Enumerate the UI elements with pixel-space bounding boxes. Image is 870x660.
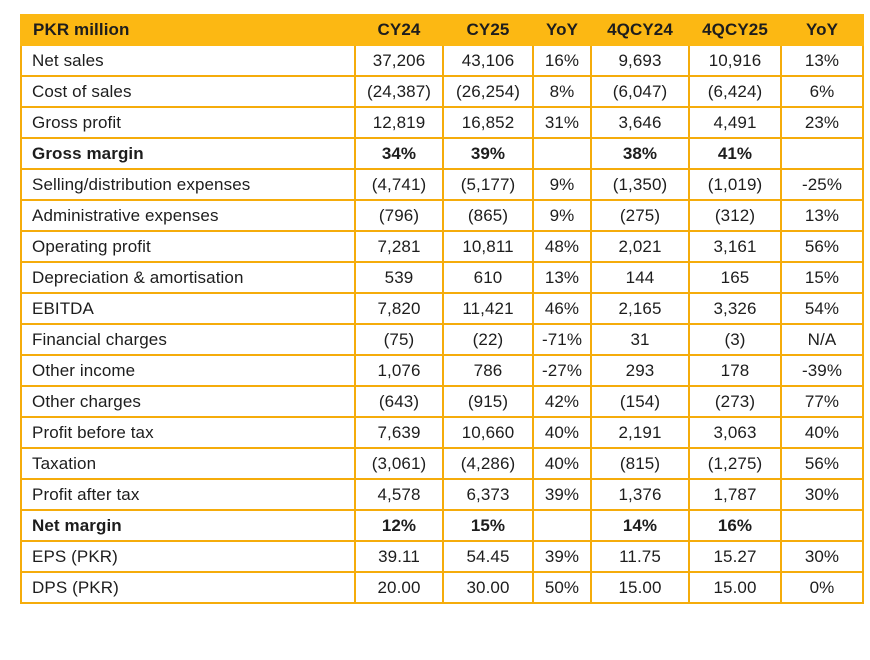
value-cell: 20.00 (355, 572, 443, 603)
value-cell: 6% (781, 76, 863, 107)
value-cell: 30% (781, 541, 863, 572)
header-cell-cy24: CY24 (355, 15, 443, 45)
value-cell: (3) (689, 324, 781, 355)
value-cell: 34% (355, 138, 443, 169)
value-cell: 31 (591, 324, 689, 355)
row-label-cell: Administrative expenses (21, 200, 355, 231)
header-cell-4qcy25: 4QCY25 (689, 15, 781, 45)
value-cell: 9% (533, 200, 591, 231)
value-cell: 13% (781, 45, 863, 76)
table-row (21, 200, 863, 231)
value-cell: 9% (533, 169, 591, 200)
value-cell: 50% (533, 572, 591, 603)
table-row (21, 355, 863, 386)
table-row (21, 107, 863, 138)
value-cell: -39% (781, 355, 863, 386)
value-cell (533, 138, 591, 169)
value-cell: 30% (781, 479, 863, 510)
value-cell: 37,206 (355, 45, 443, 76)
value-cell: 43,106 (443, 45, 533, 76)
value-cell: 3,063 (689, 417, 781, 448)
table-row (21, 479, 863, 510)
value-cell: (3,061) (355, 448, 443, 479)
value-cell: 56% (781, 448, 863, 479)
value-cell: 40% (533, 417, 591, 448)
value-cell: 610 (443, 262, 533, 293)
value-cell: (643) (355, 386, 443, 417)
value-cell: 2,021 (591, 231, 689, 262)
value-cell: (6,424) (689, 76, 781, 107)
value-cell: 6,373 (443, 479, 533, 510)
value-cell: (273) (689, 386, 781, 417)
table-row (21, 231, 863, 262)
table-row (21, 262, 863, 293)
value-cell: 40% (533, 448, 591, 479)
row-label-cell: Financial charges (21, 324, 355, 355)
value-cell: 13% (533, 262, 591, 293)
header-cell-yoy-q: YoY (781, 15, 863, 45)
row-label-cell: Depreciation & amortisation (21, 262, 355, 293)
value-cell: 39.11 (355, 541, 443, 572)
financial-results-table (20, 14, 864, 604)
table-body (21, 45, 863, 603)
value-cell: (275) (591, 200, 689, 231)
value-cell: 178 (689, 355, 781, 386)
financial-results-table-container (20, 14, 864, 604)
table-row (21, 541, 863, 572)
table-header-row (21, 15, 863, 45)
value-cell: -25% (781, 169, 863, 200)
table-row (21, 324, 863, 355)
value-cell: (154) (591, 386, 689, 417)
row-label-cell: Other charges (21, 386, 355, 417)
value-cell: (75) (355, 324, 443, 355)
value-cell: 46% (533, 293, 591, 324)
value-cell: 3,646 (591, 107, 689, 138)
value-cell: 10,916 (689, 45, 781, 76)
table-row (21, 417, 863, 448)
value-cell: 165 (689, 262, 781, 293)
row-label-cell: Selling/distribution expenses (21, 169, 355, 200)
value-cell: 13% (781, 200, 863, 231)
value-cell: 293 (591, 355, 689, 386)
value-cell: 1,376 (591, 479, 689, 510)
value-cell (781, 510, 863, 541)
table-row (21, 169, 863, 200)
value-cell: 48% (533, 231, 591, 262)
row-label-cell: Cost of sales (21, 76, 355, 107)
value-cell: 4,578 (355, 479, 443, 510)
row-label-cell: DPS (PKR) (21, 572, 355, 603)
value-cell: 40% (781, 417, 863, 448)
value-cell: 39% (533, 541, 591, 572)
value-cell: 9,693 (591, 45, 689, 76)
value-cell: 12,819 (355, 107, 443, 138)
value-cell: 39% (443, 138, 533, 169)
value-cell: 3,161 (689, 231, 781, 262)
value-cell: 14% (591, 510, 689, 541)
value-cell: 786 (443, 355, 533, 386)
value-cell: 0% (781, 572, 863, 603)
value-cell: 15.00 (689, 572, 781, 603)
value-cell: 15.27 (689, 541, 781, 572)
row-label-cell: Net margin (21, 510, 355, 541)
table-row (21, 572, 863, 603)
value-cell: 12% (355, 510, 443, 541)
row-label-cell: Gross margin (21, 138, 355, 169)
value-cell: -27% (533, 355, 591, 386)
row-label-cell: Taxation (21, 448, 355, 479)
value-cell: (5,177) (443, 169, 533, 200)
table-row (21, 386, 863, 417)
row-label-cell: Profit before tax (21, 417, 355, 448)
value-cell: N/A (781, 324, 863, 355)
row-label-cell: Gross profit (21, 107, 355, 138)
header-cell-yoy: YoY (533, 15, 591, 45)
value-cell: 8% (533, 76, 591, 107)
value-cell: 23% (781, 107, 863, 138)
value-cell: (26,254) (443, 76, 533, 107)
value-cell: 16,852 (443, 107, 533, 138)
value-cell (781, 138, 863, 169)
row-label-cell: Other income (21, 355, 355, 386)
value-cell: 39% (533, 479, 591, 510)
value-cell: 539 (355, 262, 443, 293)
value-cell: 2,165 (591, 293, 689, 324)
value-cell: 144 (591, 262, 689, 293)
value-cell: 77% (781, 386, 863, 417)
value-cell: 7,820 (355, 293, 443, 324)
value-cell: (1,350) (591, 169, 689, 200)
value-cell: (4,286) (443, 448, 533, 479)
row-label-cell: Operating profit (21, 231, 355, 262)
value-cell: 15% (781, 262, 863, 293)
value-cell: -71% (533, 324, 591, 355)
value-cell: (796) (355, 200, 443, 231)
value-cell: 2,191 (591, 417, 689, 448)
table-row (21, 45, 863, 76)
row-label-cell: EBITDA (21, 293, 355, 324)
value-cell: 1,076 (355, 355, 443, 386)
value-cell: (6,047) (591, 76, 689, 107)
row-label-cell: EPS (PKR) (21, 541, 355, 572)
value-cell: 7,639 (355, 417, 443, 448)
value-cell: (1,019) (689, 169, 781, 200)
value-cell: (1,275) (689, 448, 781, 479)
value-cell: 56% (781, 231, 863, 262)
row-label-cell: Profit after tax (21, 479, 355, 510)
value-cell: 15% (443, 510, 533, 541)
header-cell-cy25: CY25 (443, 15, 533, 45)
value-cell: 1,787 (689, 479, 781, 510)
table-row (21, 448, 863, 479)
value-cell: 10,660 (443, 417, 533, 448)
value-cell: (22) (443, 324, 533, 355)
table-row (21, 510, 863, 541)
header-cell-4qcy24: 4QCY24 (591, 15, 689, 45)
value-cell: 30.00 (443, 572, 533, 603)
value-cell: 7,281 (355, 231, 443, 262)
value-cell: (865) (443, 200, 533, 231)
value-cell: (915) (443, 386, 533, 417)
value-cell: 16% (533, 45, 591, 76)
value-cell: 4,491 (689, 107, 781, 138)
value-cell (533, 510, 591, 541)
value-cell: 42% (533, 386, 591, 417)
header-cell-metric: PKR million (21, 15, 355, 45)
table-row (21, 138, 863, 169)
table-row (21, 293, 863, 324)
table-row (21, 76, 863, 107)
row-label-cell: Net sales (21, 45, 355, 76)
value-cell: 38% (591, 138, 689, 169)
value-cell: 11.75 (591, 541, 689, 572)
value-cell: 54% (781, 293, 863, 324)
value-cell: (24,387) (355, 76, 443, 107)
value-cell: 15.00 (591, 572, 689, 603)
value-cell: (4,741) (355, 169, 443, 200)
value-cell: 41% (689, 138, 781, 169)
value-cell: 54.45 (443, 541, 533, 572)
value-cell: (312) (689, 200, 781, 231)
value-cell: (815) (591, 448, 689, 479)
value-cell: 31% (533, 107, 591, 138)
value-cell: 10,811 (443, 231, 533, 262)
value-cell: 3,326 (689, 293, 781, 324)
value-cell: 16% (689, 510, 781, 541)
value-cell: 11,421 (443, 293, 533, 324)
